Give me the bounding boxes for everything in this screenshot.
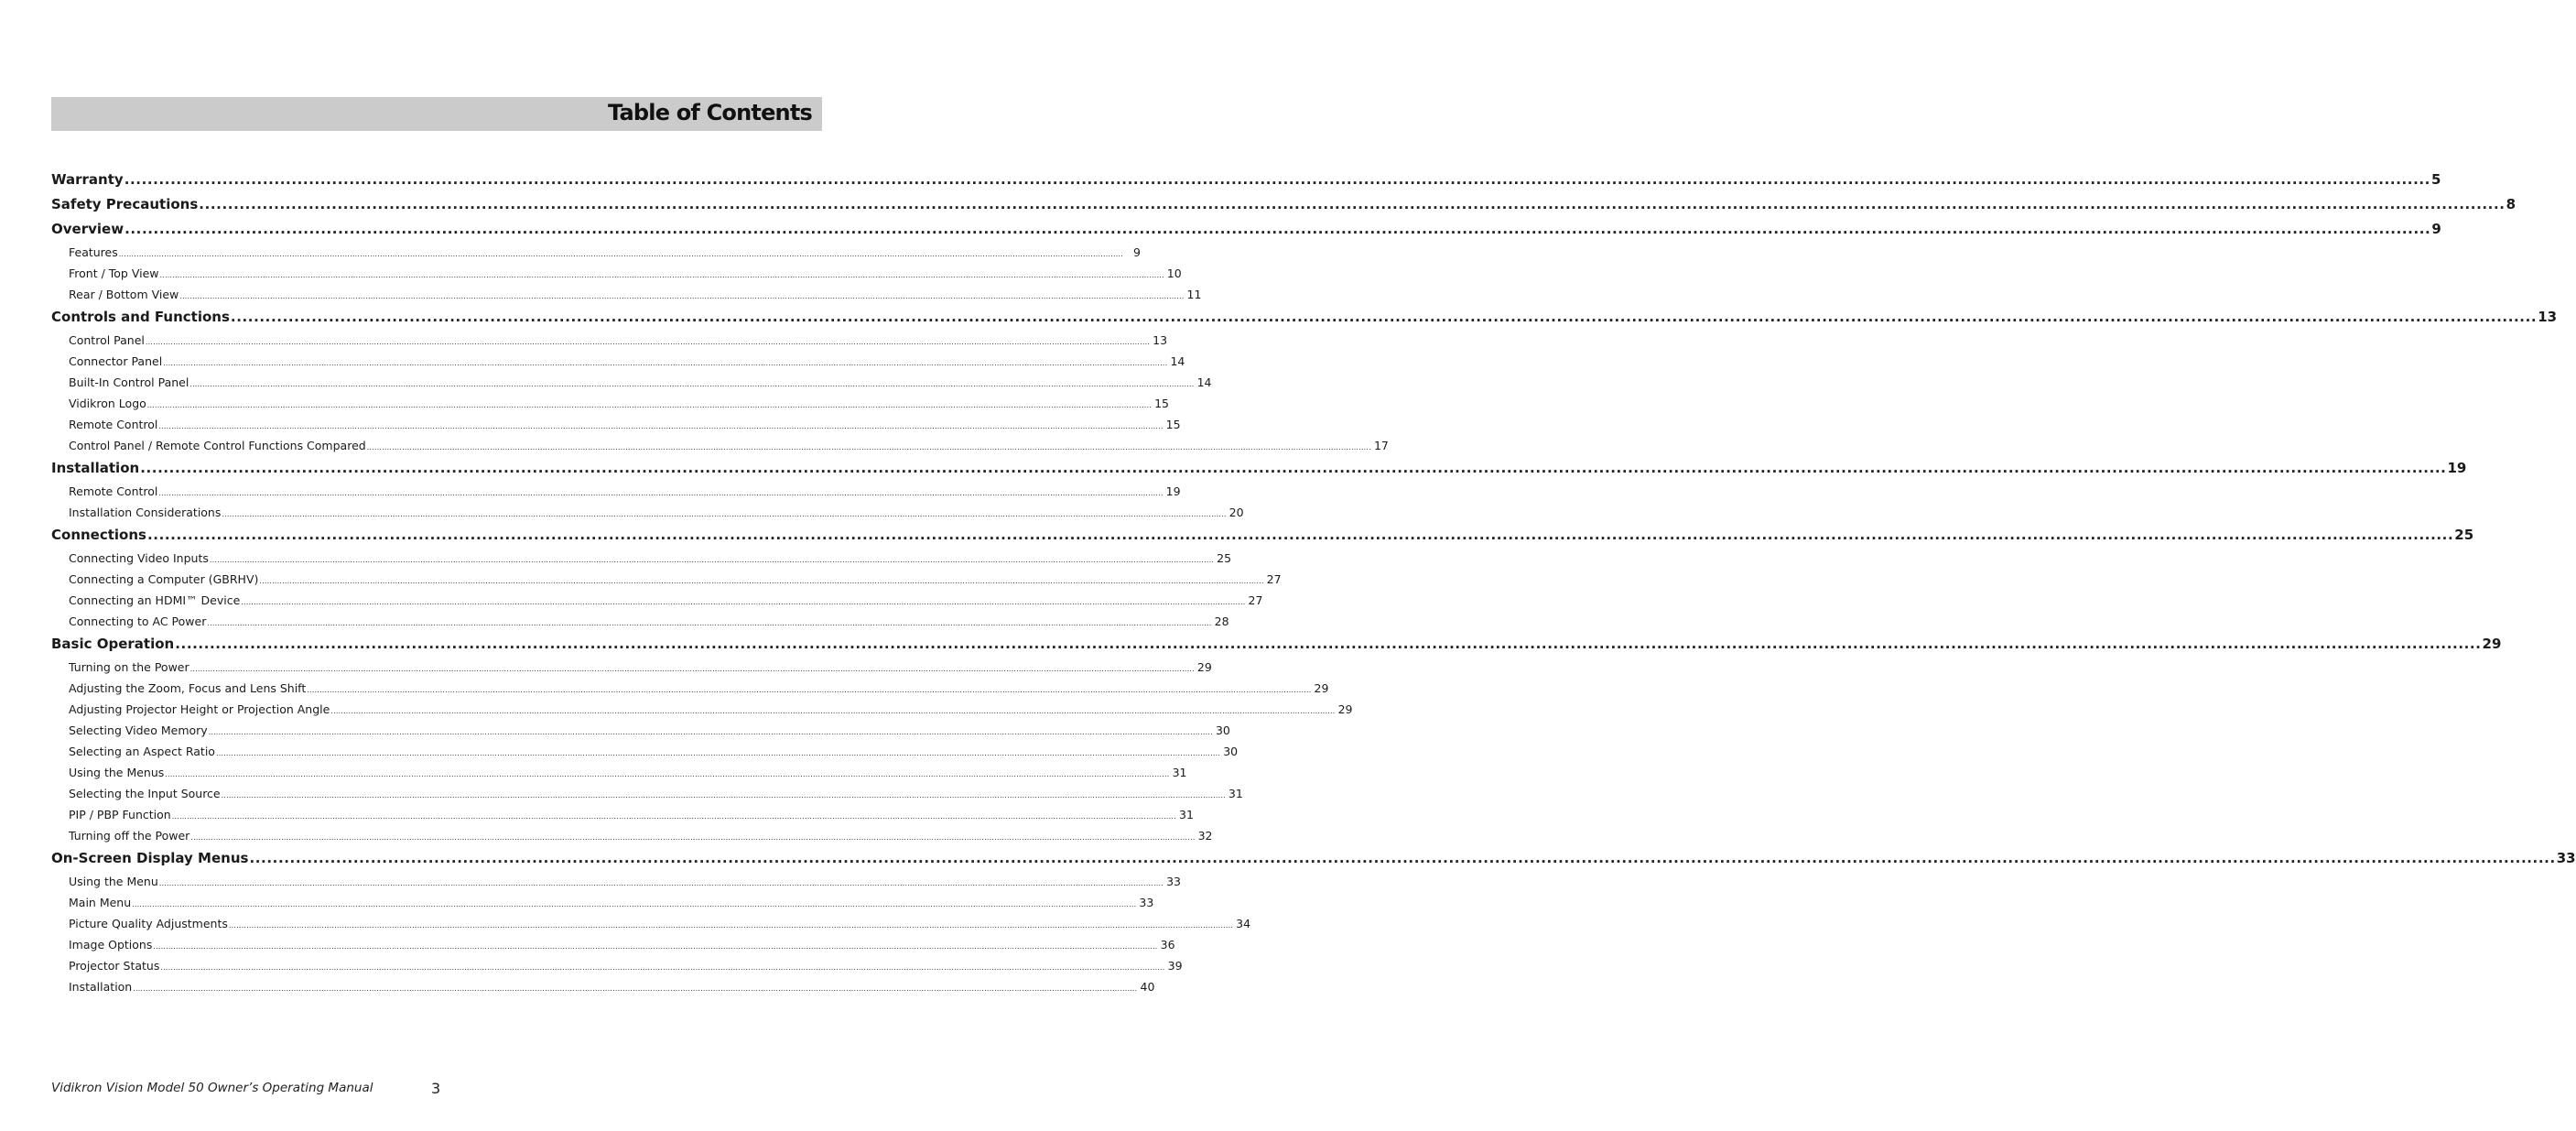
toc-entry[interactable] [51,896,1154,917]
dot-leader: ................................................................................................................................................................................................................................................................................................................................................................................................................ [118,250,1123,258]
footer-page-number: 3 [431,1080,441,1097]
toc-entry-page: 29 [1196,660,1212,674]
toc-entry-label: Picture Quality Adjustments [69,917,228,930]
toc-entry[interactable] [51,288,1202,309]
dot-leader: ................................................................................................................................................................................................................................................................................................................................................................................................................ [124,221,2431,237]
toc-entry-label: Turning off the Power [69,829,190,843]
toc-section-page: 9 [2431,221,2441,237]
toc-section-page: 13 [2538,309,2558,325]
toc-section-page: 5 [2430,171,2441,188]
toc-entry[interactable] [51,723,1230,745]
toc-entry[interactable] [51,938,1175,959]
dot-leader: ................................................................................................................................................................................................................................................................................................................................................................................................................ [330,707,1336,715]
dot-leader: ................................................................................................................................................................................................................................................................................................................................................................................................................ [158,422,1164,430]
toc-entry-label: Rear / Bottom View [69,288,179,301]
toc-section[interactable] [51,309,2558,333]
toc-entry-label: Connector Panel [69,354,163,368]
dot-leader: ................................................................................................................................................................................................................................................................................................................................................................................................................ [158,489,1164,497]
toc-entry[interactable] [51,266,1182,288]
table-of-contents [51,171,2576,1001]
dot-leader: ................................................................................................................................................................................................................................................................................................................................................................................................................ [132,900,1137,908]
toc-entry-page: 32 [1197,829,1213,843]
dot-leader: ................................................................................................................................................................................................................................................................................................................................................................................................................ [307,686,1312,694]
dot-leader: ................................................................................................................................................................................................................................................................................................................................................................................................................ [207,619,1212,627]
toc-entry-page: 19 [1165,484,1181,498]
toc-entry-page: 27 [1248,593,1263,607]
dot-leader: ................................................................................................................................................................................................................................................................................................................................................................................................................ [189,665,1195,673]
toc-section-label: Basic Operation [51,636,175,652]
toc-entry-page: 13 [1153,333,1168,347]
toc-section-page: 8 [2506,196,2516,212]
toc-entry-page: 31 [1228,787,1243,800]
toc-section[interactable] [51,527,2474,551]
toc-section-page: 19 [2447,460,2467,476]
toc-entry[interactable] [51,551,1232,572]
dot-leader: ................................................................................................................................................................................................................................................................................................................................................................................................................ [160,963,1165,972]
toc-entry-label: Control Panel [69,333,145,347]
toc-section-label: Controls and Functions [51,309,230,325]
toc-entry-page: 39 [1167,959,1183,973]
toc-entry-label: Image Options [69,938,153,952]
dot-leader: ................................................................................................................................................................................................................................................................................................................................................................................................................ [215,749,1221,757]
toc-entry[interactable] [51,506,1244,527]
toc-entry-label: Selecting Video Memory [69,723,208,737]
dot-leader: ................................................................................................................................................................................................................................................................................................................................................................................................................ [140,460,2447,476]
toc-entry-label: Main Menu [69,896,132,909]
toc-entry[interactable] [51,354,1185,375]
toc-entry[interactable] [51,829,1213,850]
toc-entry-label: Selecting an Aspect Ratio [69,745,215,758]
toc-entry[interactable] [51,917,1251,938]
toc-entry-page: 9 [1132,245,1141,259]
dot-leader: ................................................................................................................................................................................................................................................................................................................................................................................................................ [146,527,2454,543]
toc-entry-label: Connecting to AC Power [69,614,207,628]
toc-entry-page: 20 [1228,506,1244,519]
toc-section[interactable] [51,460,2467,484]
toc-entry-label: Projector Status [69,959,160,973]
dot-leader: ................................................................................................................................................................................................................................................................................................................................................................................................................ [175,636,2482,652]
toc-entry-page: 34 [1236,917,1251,930]
toc-entry-label: Vidikron Logo [69,397,146,410]
toc-entry[interactable] [51,875,1181,896]
dot-leader: ................................................................................................................................................................................................................................................................................................................................................................................................................ [230,309,2538,325]
toc-entry-page: 29 [1337,702,1353,716]
toc-section-label: Connections [51,527,146,543]
toc-entry-label: Installation [69,980,133,994]
toc-entry-page: 14 [1196,375,1212,389]
dot-leader: ................................................................................................................................................................................................................................................................................................................................................................................................................ [209,556,1215,564]
dot-leader: ................................................................................................................................................................................................................................................................................................................................................................................................................ [249,850,2556,866]
toc-entry-page: 36 [1160,938,1175,952]
toc-entry-page: 30 [1223,745,1239,758]
toc-section-label: Warranty [51,171,124,188]
toc-entry-page: 17 [1373,439,1389,452]
toc-entry[interactable] [51,397,1169,418]
toc-entry-page: 40 [1140,980,1155,994]
toc-entry[interactable] [51,660,1212,681]
toc-section[interactable] [51,636,2502,660]
toc-section-label: On-Screen Display Menus [51,850,249,866]
dot-leader: ................................................................................................................................................................................................................................................................................................................................................................................................................ [190,833,1196,842]
toc-entry-label: Adjusting the Zoom, Focus and Lens Shift [69,681,307,695]
dot-leader: ................................................................................................................................................................................................................................................................................................................................................................................................................ [133,984,1138,993]
toc-entry[interactable] [51,333,1168,354]
dot-leader: ................................................................................................................................................................................................................................................................................................................................................................................................................ [228,921,1234,930]
toc-entry[interactable] [51,959,1183,980]
toc-entry-page: 30 [1215,723,1230,737]
toc-entry-page: 31 [1179,808,1194,821]
toc-entry-label: Using the Menus [69,766,165,779]
toc-entry-page: 11 [1186,288,1202,301]
toc-section-page: 25 [2454,527,2474,543]
toc-entry-label: Connecting an HDMI™ Device [69,593,241,607]
toc-entry-label: Features [69,245,118,259]
dot-leader: ................................................................................................................................................................................................................................................................................................................................................................................................................ [153,942,1158,951]
toc-entry-label: Remote Control [69,418,158,431]
toc-entry-page: 10 [1166,266,1182,280]
toc-entry-label: Control Panel / Remote Control Functions Compared [69,439,366,452]
dot-leader: ................................................................................................................................................................................................................................................................................................................................................................................................................ [158,879,1164,887]
dot-leader: ................................................................................................................................................................................................................................................................................................................................................................................................................ [259,577,1264,585]
toc-entry-label: Remote Control [69,484,158,498]
dot-leader: ................................................................................................................................................................................................................................................................................................................................................................................................................ [146,401,1152,409]
toc-entry-label: Connecting a Computer (GBRHV) [69,572,259,586]
toc-entry[interactable] [51,681,1329,702]
toc-entry-page: 28 [1214,614,1229,628]
toc-entry-page: 14 [1170,354,1185,368]
toc-entry[interactable] [51,787,1243,808]
toc-entry[interactable] [51,572,1282,593]
toc-entry-label: Installation Considerations [69,506,222,519]
toc-entry-label: Connecting Video Inputs [69,551,209,565]
toc-entry-page: 27 [1266,572,1282,586]
toc-section-label: Overview [51,221,124,237]
dot-leader: ................................................................................................................................................................................................................................................................................................................................................................................................................ [208,728,1213,736]
toc-entry-page: 15 [1165,418,1181,431]
dot-leader: ................................................................................................................................................................................................................................................................................................................................................................................................................ [124,171,2430,188]
toc-entry[interactable] [51,702,1353,723]
toc-entry[interactable] [51,484,1181,506]
toc-entry-label: Front / Top View [69,266,159,280]
dot-leader: ................................................................................................................................................................................................................................................................................................................................................................................................................ [221,791,1226,799]
title-bar [51,97,822,131]
dot-leader: ................................................................................................................................................................................................................................................................................................................................................................................................................ [165,770,1170,778]
toc-entry-page: 33 [1139,896,1154,909]
toc-entry[interactable] [51,593,1263,614]
dot-leader: ................................................................................................................................................................................................................................................................................................................................................................................................................ [189,380,1195,388]
toc-entry[interactable] [51,745,1239,766]
toc-section[interactable] [51,221,2441,245]
toc-section[interactable] [51,850,2576,875]
toc-entry[interactable] [51,980,1155,1001]
toc-entry[interactable] [51,808,1194,829]
toc-entry[interactable] [51,375,1212,397]
toc-entry-page: 29 [1314,681,1329,695]
toc-entry[interactable] [51,614,1229,636]
page-title: Table of Contents [608,100,812,125]
toc-entry-label: Using the Menu [69,875,158,888]
dot-leader: ................................................................................................................................................................................................................................................................................................................................................................................................................ [222,510,1227,518]
footer-manual-title: Vidikron Vision Model 50 Owner’s Operating Manual [51,1081,373,1095]
dot-leader: ................................................................................................................................................................................................................................................................................................................................................................................................................ [366,443,1371,451]
dot-leader: ................................................................................................................................................................................................................................................................................................................................................................................................................ [163,359,1168,367]
toc-entry[interactable] [51,245,1141,266]
toc-section-page: 33 [2556,850,2576,866]
toc-entry-label: Built-In Control Panel [69,375,189,389]
toc-section-label: Safety Precautions [51,196,199,212]
dot-leader: ................................................................................................................................................................................................................................................................................................................................................................................................................ [241,598,1246,606]
toc-section[interactable] [51,196,2516,221]
toc-entry-page: 33 [1166,875,1181,888]
toc-entry-page: 31 [1172,766,1187,779]
toc-section-label: Installation [51,460,140,476]
toc-entry-label: PIP / PBP Function [69,808,171,821]
dot-leader: ................................................................................................................................................................................................................................................................................................................................................................................................................ [199,196,2506,212]
toc-entry-label: Selecting the Input Source [69,787,221,800]
dot-leader: ................................................................................................................................................................................................................................................................................................................................................................................................................ [171,812,1176,821]
dot-leader: ................................................................................................................................................................................................................................................................................................................................................................................................................ [145,338,1151,346]
toc-section-page: 29 [2482,636,2502,652]
toc-entry[interactable] [51,439,1389,460]
toc-section[interactable] [51,171,2441,196]
dot-leader: ................................................................................................................................................................................................................................................................................................................................................................................................................ [179,292,1185,300]
toc-entry-page: 25 [1217,551,1232,565]
toc-entry-page: 15 [1154,397,1169,410]
toc-entry[interactable] [51,766,1187,787]
toc-entry[interactable] [51,418,1181,439]
dot-leader: ................................................................................................................................................................................................................................................................................................................................................................................................................ [159,271,1164,279]
toc-entry-label: Turning on the Power [69,660,189,674]
toc-entry-label: Adjusting Projector Height or Projection Angle [69,702,330,716]
